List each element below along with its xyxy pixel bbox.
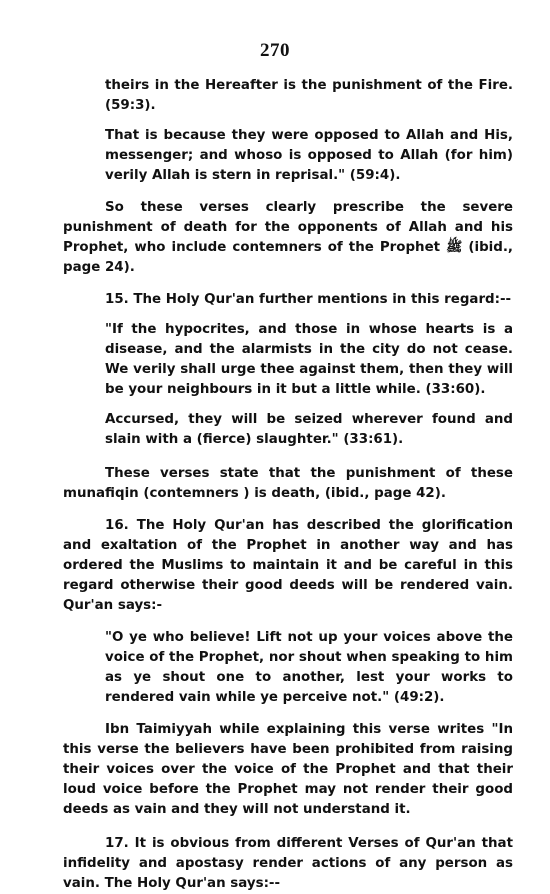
body-paragraph: 16. The Holy Qur'an has described the glorification and exaltation of the Prophet in another way and has ordered the Muslims to maintain it and be careful in this regard otherwise their good deeds will be rendered vain. Qur'an says:- [63,518,513,613]
body-paragraph: Ibn Taimiyyah while explaining this verse writes "In this verse the believers have been prohibited from raising their voices over the voice of the Prophet and that their loud voice before the Prophet may not render their good deeds as vain and they will not understand it. [63,722,513,817]
body-paragraph: These verses state that the punishment of these munafiqin (contemners ) is death, (ibid., page 42). [63,466,513,501]
quote-paragraph: Accursed, they will be seized wherever found and slain with a (fierce) slaughter." (33:61). [105,412,513,447]
body-paragraph: 15. The Holy Qur'an further mentions in this regard:-- [105,292,512,307]
quote-paragraph: theirs in the Hereafter is the punishment of the Fire. (59:3). [105,78,513,113]
body-paragraph: So these verses clearly prescribe the severe punishment of death for the opponents of Allah and his Prophet, who include contemners of the Prophet ﷺ (ibid., page 24). [63,200,513,275]
page-content [63,76,513,894]
quote-paragraph: "O ye who believe! Lift not up your voices above the voice of the Prophet, nor shout when speaking to him as ye shout one to another, lest your works to rendered vain while ye perceive not." (49:2). [105,630,513,705]
page-number: 270 [260,40,290,61]
quote-paragraph: That is because they were opposed to Allah and His, messenger; and whoso is opposed to Allah (for him) verily Allah is stern in reprisal." (59:4). [105,128,513,183]
quote-paragraph: "If the hypocrites, and those in whose hearts is a disease, and the alarmists in the city do not cease. We verily shall urge thee against them, then they will be your neighbours in it but a little while. (33:60). [105,322,513,397]
body-paragraph: 17. It is obvious from different Verses of Qur'an that infidelity and apostasy render actions of any person as vain. The Holy Qur'an says:-- [63,836,513,891]
